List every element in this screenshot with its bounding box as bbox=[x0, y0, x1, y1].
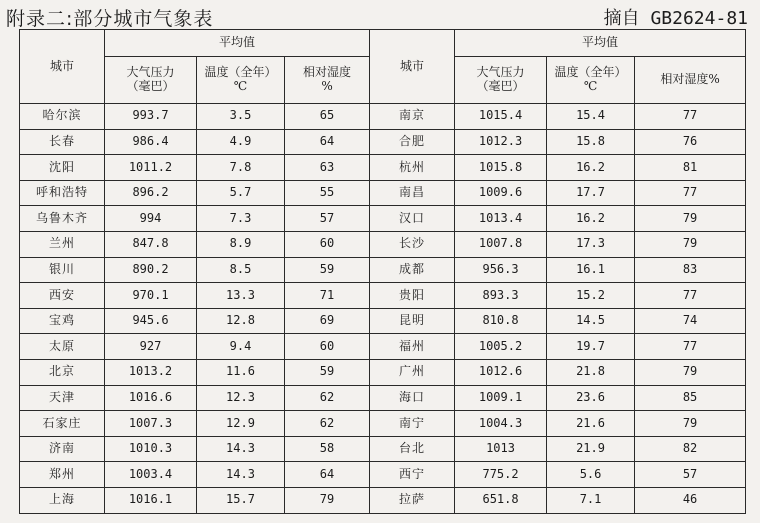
city-cell: 台北 bbox=[370, 436, 455, 462]
pressure-cell: 1013.2 bbox=[105, 359, 197, 385]
temperature-cell: 14.3 bbox=[197, 436, 285, 462]
table-row bbox=[20, 436, 746, 462]
pressure-cell: 1009.1 bbox=[455, 385, 547, 411]
table-row bbox=[20, 104, 746, 130]
table-row bbox=[20, 129, 746, 155]
header-city-left: 城市 bbox=[20, 30, 105, 104]
temperature-cell: 4.9 bbox=[197, 129, 285, 155]
city-cell: 合肥 bbox=[370, 129, 455, 155]
temperature-cell: 7.3 bbox=[197, 206, 285, 232]
pressure-cell: 1016.6 bbox=[105, 385, 197, 411]
humidity-cell: 79 bbox=[635, 359, 746, 385]
pressure-cell: 986.4 bbox=[105, 129, 197, 155]
city-cell: 哈尔滨 bbox=[20, 104, 105, 130]
header-pressure-left: 大气压力 （毫巴） bbox=[105, 57, 197, 104]
pressure-cell: 651.8 bbox=[455, 487, 547, 513]
pressure-cell: 890.2 bbox=[105, 257, 197, 283]
humidity-cell: 85 bbox=[635, 385, 746, 411]
pressure-cell: 1010.3 bbox=[105, 436, 197, 462]
city-cell: 汉口 bbox=[370, 206, 455, 232]
city-cell: 兰州 bbox=[20, 231, 105, 257]
table-row bbox=[20, 462, 746, 488]
temperature-cell: 16.2 bbox=[547, 206, 635, 232]
humidity-cell: 77 bbox=[635, 283, 746, 309]
city-cell: 南昌 bbox=[370, 180, 455, 206]
table-row bbox=[20, 308, 746, 334]
pressure-cell: 1013.4 bbox=[455, 206, 547, 232]
city-cell: 乌鲁木齐 bbox=[20, 206, 105, 232]
pressure-cell: 1004.3 bbox=[455, 411, 547, 437]
humidity-cell: 64 bbox=[285, 462, 370, 488]
temperature-cell: 16.1 bbox=[547, 257, 635, 283]
humidity-cell: 60 bbox=[285, 334, 370, 360]
table-row bbox=[20, 411, 746, 437]
table-row bbox=[20, 385, 746, 411]
humidity-cell: 82 bbox=[635, 436, 746, 462]
header-pressure-right: 大气压力 （毫巴） bbox=[455, 57, 547, 104]
city-cell: 宝鸡 bbox=[20, 308, 105, 334]
pressure-cell: 956.3 bbox=[455, 257, 547, 283]
header-temperature-right: 温度（全年） ℃ bbox=[547, 57, 635, 104]
humidity-cell: 63 bbox=[285, 155, 370, 181]
city-cell: 杭州 bbox=[370, 155, 455, 181]
humidity-cell: 83 bbox=[635, 257, 746, 283]
city-cell: 海口 bbox=[370, 385, 455, 411]
pressure-cell: 1007.3 bbox=[105, 411, 197, 437]
pressure-cell: 847.8 bbox=[105, 231, 197, 257]
temperature-cell: 9.4 bbox=[197, 334, 285, 360]
pressure-cell: 945.6 bbox=[105, 308, 197, 334]
pressure-cell: 1003.4 bbox=[105, 462, 197, 488]
humidity-cell: 59 bbox=[285, 257, 370, 283]
temperature-cell: 13.3 bbox=[197, 283, 285, 309]
humidity-cell: 81 bbox=[635, 155, 746, 181]
header-humidity-right: 相对湿度% bbox=[635, 57, 746, 104]
city-cell: 银川 bbox=[20, 257, 105, 283]
city-cell: 福州 bbox=[370, 334, 455, 360]
table-row bbox=[20, 180, 746, 206]
humidity-cell: 64 bbox=[285, 129, 370, 155]
temperature-cell: 12.9 bbox=[197, 411, 285, 437]
temperature-cell: 17.7 bbox=[547, 180, 635, 206]
humidity-cell: 62 bbox=[285, 411, 370, 437]
temperature-cell: 15.8 bbox=[547, 129, 635, 155]
table-row bbox=[20, 283, 746, 309]
temperature-cell: 11.6 bbox=[197, 359, 285, 385]
pressure-cell: 970.1 bbox=[105, 283, 197, 309]
pressure-cell: 1011.2 bbox=[105, 155, 197, 181]
city-cell: 成都 bbox=[370, 257, 455, 283]
pressure-cell: 893.3 bbox=[455, 283, 547, 309]
city-cell: 北京 bbox=[20, 359, 105, 385]
temperature-cell: 21.8 bbox=[547, 359, 635, 385]
humidity-cell: 65 bbox=[285, 104, 370, 130]
city-cell: 天津 bbox=[20, 385, 105, 411]
humidity-cell: 79 bbox=[635, 411, 746, 437]
temperature-cell: 5.7 bbox=[197, 180, 285, 206]
pressure-cell: 1015.4 bbox=[455, 104, 547, 130]
humidity-cell: 58 bbox=[285, 436, 370, 462]
city-cell: 西安 bbox=[20, 283, 105, 309]
temperature-cell: 14.5 bbox=[547, 308, 635, 334]
pressure-cell: 1005.2 bbox=[455, 334, 547, 360]
humidity-cell: 46 bbox=[635, 487, 746, 513]
source-reference: 摘自 GB2624-81 bbox=[603, 8, 748, 29]
humidity-cell: 71 bbox=[285, 283, 370, 309]
city-cell: 西宁 bbox=[370, 462, 455, 488]
header-temperature-left: 温度（全年） ℃ bbox=[197, 57, 285, 104]
pressure-cell: 1007.8 bbox=[455, 231, 547, 257]
humidity-cell: 77 bbox=[635, 334, 746, 360]
city-cell: 拉萨 bbox=[370, 487, 455, 513]
city-cell: 长春 bbox=[20, 129, 105, 155]
temperature-cell: 15.4 bbox=[547, 104, 635, 130]
page-title: 附录二:部分城市气象表 bbox=[6, 8, 214, 30]
humidity-cell: 77 bbox=[635, 104, 746, 130]
city-cell: 沈阳 bbox=[20, 155, 105, 181]
city-cell: 昆明 bbox=[370, 308, 455, 334]
pressure-cell: 1015.8 bbox=[455, 155, 547, 181]
city-cell: 呼和浩特 bbox=[20, 180, 105, 206]
city-cell: 石家庄 bbox=[20, 411, 105, 437]
table-row bbox=[20, 334, 746, 360]
humidity-cell: 60 bbox=[285, 231, 370, 257]
temperature-cell: 21.6 bbox=[547, 411, 635, 437]
temperature-cell: 8.5 bbox=[197, 257, 285, 283]
pressure-cell: 1012.3 bbox=[455, 129, 547, 155]
temperature-cell: 7.1 bbox=[547, 487, 635, 513]
table-row bbox=[20, 231, 746, 257]
temperature-cell: 7.8 bbox=[197, 155, 285, 181]
humidity-cell: 77 bbox=[635, 180, 746, 206]
temperature-cell: 14.3 bbox=[197, 462, 285, 488]
header-humidity-left: 相对湿度 % bbox=[285, 57, 370, 104]
humidity-cell: 76 bbox=[635, 129, 746, 155]
pressure-cell: 775.2 bbox=[455, 462, 547, 488]
humidity-cell: 79 bbox=[635, 231, 746, 257]
header-average-left: 平均值 bbox=[105, 30, 370, 57]
header-average-right: 平均值 bbox=[455, 30, 746, 57]
city-cell: 太原 bbox=[20, 334, 105, 360]
temperature-cell: 21.9 bbox=[547, 436, 635, 462]
city-cell: 长沙 bbox=[370, 231, 455, 257]
city-cell: 南京 bbox=[370, 104, 455, 130]
humidity-cell: 79 bbox=[285, 487, 370, 513]
humidity-cell: 57 bbox=[285, 206, 370, 232]
temperature-cell: 17.3 bbox=[547, 231, 635, 257]
header-city-right: 城市 bbox=[370, 30, 455, 104]
temperature-cell: 23.6 bbox=[547, 385, 635, 411]
temperature-cell: 8.9 bbox=[197, 231, 285, 257]
city-cell: 济南 bbox=[20, 436, 105, 462]
temperature-cell: 15.2 bbox=[547, 283, 635, 309]
humidity-cell: 79 bbox=[635, 206, 746, 232]
temperature-cell: 12.8 bbox=[197, 308, 285, 334]
table-row bbox=[20, 487, 746, 513]
weather-table bbox=[19, 29, 746, 514]
table-row bbox=[20, 257, 746, 283]
city-cell: 贵阳 bbox=[370, 283, 455, 309]
city-cell: 南宁 bbox=[370, 411, 455, 437]
humidity-cell: 69 bbox=[285, 308, 370, 334]
pressure-cell: 810.8 bbox=[455, 308, 547, 334]
temperature-cell: 12.3 bbox=[197, 385, 285, 411]
humidity-cell: 59 bbox=[285, 359, 370, 385]
city-cell: 广州 bbox=[370, 359, 455, 385]
pressure-cell: 1012.6 bbox=[455, 359, 547, 385]
temperature-cell: 3.5 bbox=[197, 104, 285, 130]
pressure-cell: 1009.6 bbox=[455, 180, 547, 206]
table-row bbox=[20, 359, 746, 385]
temperature-cell: 15.7 bbox=[197, 487, 285, 513]
humidity-cell: 62 bbox=[285, 385, 370, 411]
temperature-cell: 5.6 bbox=[547, 462, 635, 488]
pressure-cell: 1016.1 bbox=[105, 487, 197, 513]
city-cell: 上海 bbox=[20, 487, 105, 513]
pressure-cell: 1013 bbox=[455, 436, 547, 462]
humidity-cell: 55 bbox=[285, 180, 370, 206]
pressure-cell: 896.2 bbox=[105, 180, 197, 206]
pressure-cell: 993.7 bbox=[105, 104, 197, 130]
table-row bbox=[20, 155, 746, 181]
pressure-cell: 927 bbox=[105, 334, 197, 360]
temperature-cell: 16.2 bbox=[547, 155, 635, 181]
table-row bbox=[20, 206, 746, 232]
pressure-cell: 994 bbox=[105, 206, 197, 232]
humidity-cell: 57 bbox=[635, 462, 746, 488]
humidity-cell: 74 bbox=[635, 308, 746, 334]
city-cell: 郑州 bbox=[20, 462, 105, 488]
temperature-cell: 19.7 bbox=[547, 334, 635, 360]
